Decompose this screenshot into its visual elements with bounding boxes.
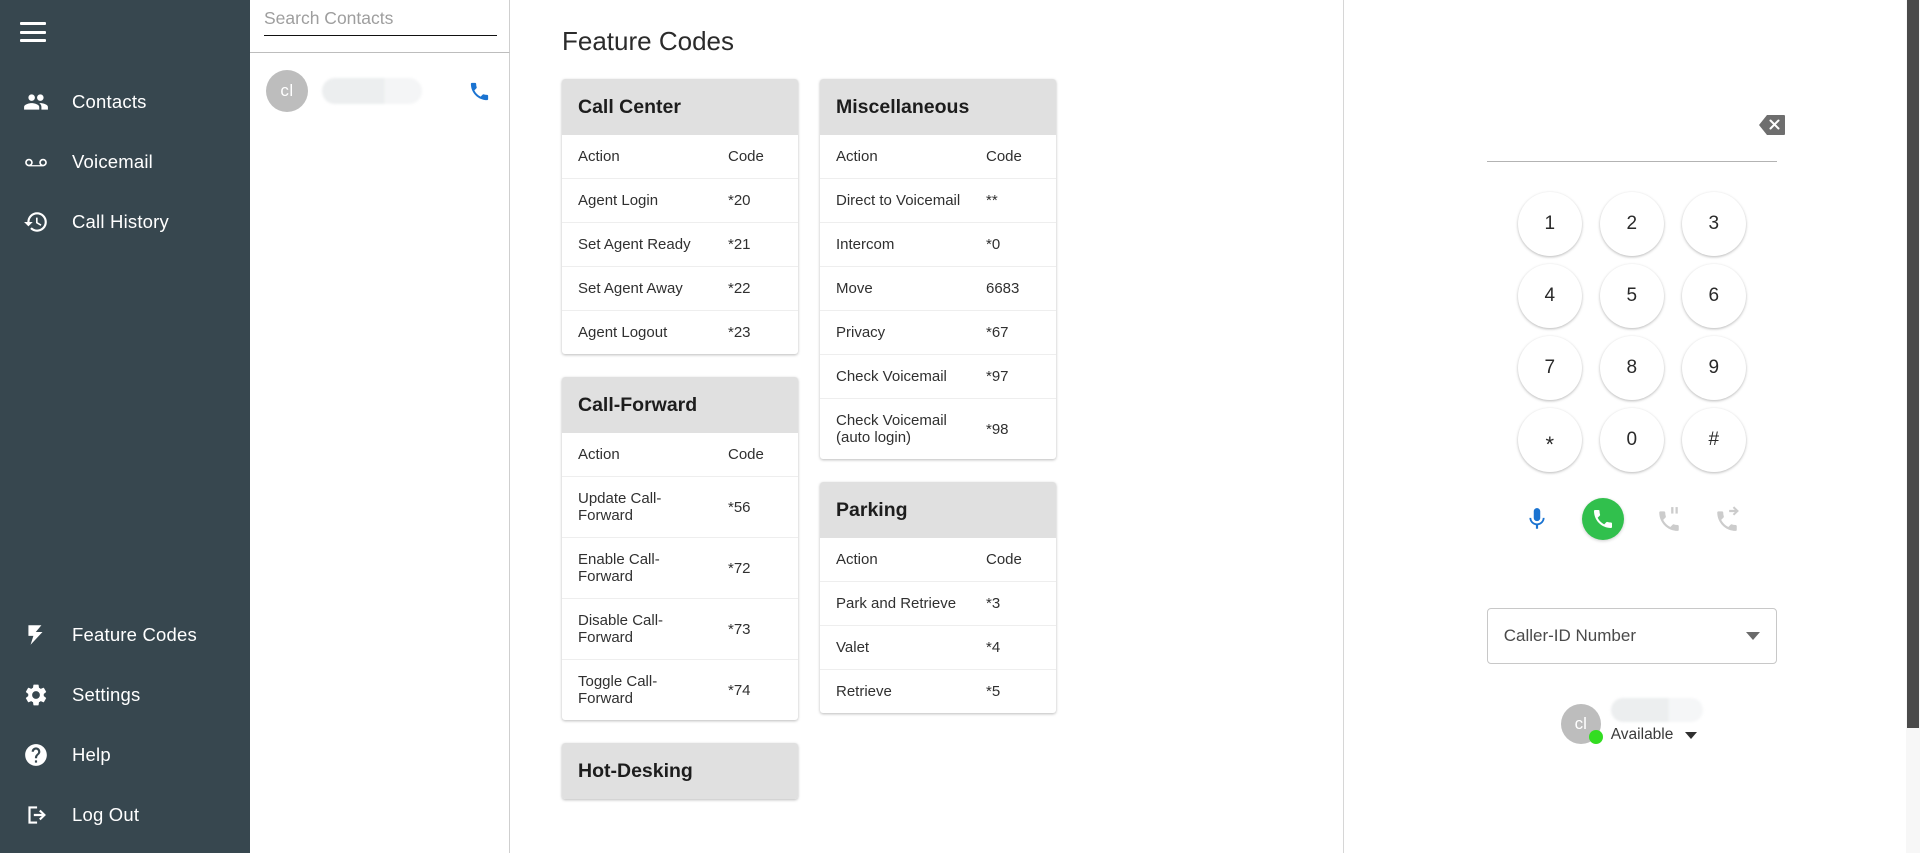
cell-code: *3 — [986, 595, 1001, 612]
table-row — [820, 179, 1056, 223]
table-row — [820, 311, 1056, 355]
page-scrollbar[interactable] — [1906, 0, 1920, 853]
header-action: Action — [836, 551, 878, 568]
feature-code-table — [820, 538, 1056, 713]
table-row — [562, 179, 798, 223]
gear-icon — [22, 681, 50, 709]
cell-code: *73 — [728, 620, 751, 638]
cell-action: Enable Call-Forward — [578, 551, 660, 585]
cell-code: *23 — [728, 324, 751, 341]
sidebar-item-settings[interactable] — [0, 665, 250, 725]
search-input[interactable] — [264, 6, 497, 36]
feature-code-table — [562, 433, 798, 720]
dialpad-key-label[interactable]: 2 — [1600, 192, 1664, 256]
cell-code: *5 — [986, 683, 1001, 700]
cell-action: Agent Login — [578, 192, 659, 209]
card-title: Call-Forward — [562, 377, 798, 433]
sidebar-item-feature-codes[interactable] — [0, 605, 250, 665]
dialpad-key-0[interactable] — [1591, 404, 1673, 476]
cell-code: *4 — [986, 639, 1001, 656]
cell-action: Valet — [836, 639, 870, 656]
table-row — [562, 538, 798, 599]
avatar: cl — [266, 70, 308, 112]
dialpad-key-label[interactable]: 7 — [1518, 336, 1582, 400]
table-row — [562, 660, 798, 721]
cell-action: Intercom — [836, 236, 895, 253]
table-row — [820, 582, 1056, 626]
dialpad-key-7[interactable] — [1509, 332, 1591, 404]
table-header-row — [820, 538, 1056, 582]
dialpad-key-star[interactable] — [1509, 404, 1591, 476]
table-row — [562, 477, 798, 538]
feature-code-table — [820, 135, 1056, 459]
dial-number-field[interactable] — [1487, 144, 1777, 162]
feature-code-cards — [562, 79, 1343, 799]
cell-action: Direct to Voicemail — [836, 192, 961, 209]
feature-codes-main — [510, 0, 1344, 853]
sidebar-item-call-history[interactable] — [0, 192, 250, 252]
header-code: Code — [728, 446, 764, 463]
dialpad-key-label[interactable]: 6 — [1682, 264, 1746, 328]
logout-icon — [22, 801, 50, 829]
card-call-forward — [562, 377, 798, 720]
sidebar-item-voicemail[interactable] — [0, 132, 250, 192]
header-action: Action — [836, 148, 878, 165]
sidebar-item-label: Feature Codes — [72, 624, 197, 645]
header-action: Action — [578, 148, 620, 165]
header-code: Code — [728, 148, 764, 165]
dialpad-key-4[interactable] — [1509, 260, 1591, 332]
phone-pause-icon — [1656, 506, 1682, 532]
cell-action: Move — [836, 280, 873, 297]
table-row — [820, 355, 1056, 399]
dialpad-key-5[interactable] — [1591, 260, 1673, 332]
mute-button[interactable] — [1524, 506, 1550, 532]
sidebar-bottom-nav — [0, 605, 250, 853]
card-parking — [820, 482, 1056, 713]
contact-list-item[interactable] — [250, 53, 509, 129]
sidebar-item-label: Help — [72, 744, 111, 765]
dialpad-key-label[interactable]: # — [1682, 408, 1746, 472]
cell-action: Disable Call-Forward — [578, 612, 664, 646]
cell-code: ** — [986, 192, 998, 209]
page-scrollbar-thumb[interactable] — [1907, 0, 1919, 728]
table-row — [562, 311, 798, 355]
call-contact-button[interactable] — [468, 80, 491, 103]
user-status-text-group — [1607, 698, 1703, 744]
table-row — [562, 599, 798, 660]
table-header-row — [820, 135, 1056, 179]
dialpad-key-3[interactable] — [1673, 188, 1755, 260]
cell-action: Toggle Call-Forward — [578, 673, 658, 707]
cell-action: Agent Logout — [578, 324, 668, 341]
sidebar-item-label: Call History — [72, 211, 169, 232]
dialpad-key-label[interactable]: 5 — [1600, 264, 1664, 328]
contacts-pane — [250, 0, 510, 853]
dialpad-key-6[interactable] — [1673, 260, 1755, 332]
phone-forward-icon — [1714, 506, 1740, 532]
sidebar-item-log-out[interactable] — [0, 785, 250, 845]
dialpad-key-label[interactable]: 0 — [1600, 408, 1664, 472]
dialpad-key-hash[interactable] — [1673, 404, 1755, 476]
caller-id-select[interactable] — [1487, 608, 1777, 664]
bolt-icon — [22, 621, 50, 649]
cell-action: Check Voicemail — [836, 368, 947, 385]
cell-code: *72 — [728, 559, 751, 577]
dialpad-key-label[interactable]: 9 — [1682, 336, 1746, 400]
hamburger-icon[interactable] — [20, 22, 46, 42]
card-miscellaneous — [820, 79, 1056, 459]
hamburger-menu-button[interactable] — [0, 0, 250, 64]
header-action: Action — [578, 446, 620, 463]
card-title: Hot-Desking — [562, 743, 798, 799]
dial-number-input[interactable] — [1487, 144, 1777, 162]
dialer-actions — [1487, 498, 1777, 540]
sidebar-item-label: Contacts — [72, 91, 147, 112]
cell-action: Retrieve — [836, 683, 892, 700]
dialpad-key-label[interactable]: 3 — [1682, 192, 1746, 256]
transfer-button[interactable] — [1714, 506, 1740, 532]
table-row — [562, 223, 798, 267]
table-row — [820, 626, 1056, 670]
cell-action: Set Agent Ready — [578, 236, 691, 253]
user-status-bar — [1487, 698, 1777, 744]
dialpad — [1509, 188, 1755, 476]
page-title: Feature Codes — [562, 26, 734, 56]
microphone-icon — [1524, 506, 1550, 532]
dialpad-key-label[interactable]: * — [1518, 408, 1582, 472]
cell-code: *0 — [986, 236, 1001, 253]
avatar: cl — [1561, 704, 1601, 744]
dialpad-key-1[interactable] — [1509, 188, 1591, 260]
card-call-center — [562, 79, 798, 354]
cell-code: *21 — [728, 236, 751, 253]
sidebar-item-label: Log Out — [72, 804, 140, 825]
sidebar-item-help[interactable] — [0, 725, 250, 785]
help-icon — [22, 741, 50, 769]
table-row — [562, 267, 798, 311]
contacts-icon — [22, 88, 50, 116]
cell-code: *74 — [728, 681, 751, 699]
feature-codes-column-left — [562, 79, 798, 799]
presence-selector[interactable] — [1607, 726, 1698, 744]
dialer-pane — [1344, 0, 1920, 853]
hold-button[interactable] — [1656, 506, 1682, 532]
contact-name-redacted — [322, 78, 422, 104]
dialpad-key-label[interactable]: 4 — [1518, 264, 1582, 328]
phone-icon — [1591, 507, 1615, 531]
table-row — [820, 670, 1056, 714]
sidebar-item-label: Settings — [72, 684, 141, 705]
cell-code: *20 — [728, 192, 751, 209]
table-header-row — [562, 135, 798, 179]
main-sidebar — [0, 0, 250, 853]
chevron-down-icon[interactable] — [1746, 632, 1760, 640]
call-history-icon — [22, 208, 50, 236]
dialpad-key-label[interactable]: 8 — [1600, 336, 1664, 400]
chevron-down-icon[interactable] — [1685, 732, 1697, 739]
cell-action: Privacy — [836, 324, 886, 341]
table-header-row — [562, 433, 798, 477]
card-title: Parking — [820, 482, 1056, 538]
table-row — [820, 267, 1056, 311]
phone-icon — [468, 80, 491, 103]
feature-code-table — [562, 135, 798, 354]
search-container — [250, 0, 510, 53]
header-code: Code — [986, 148, 1022, 165]
table-row — [820, 223, 1056, 267]
presence-label: Available — [1610, 726, 1674, 743]
cell-code: *22 — [728, 280, 751, 297]
dialpad-key-2[interactable] — [1591, 188, 1673, 260]
cell-action: Check Voicemail (auto login) — [836, 412, 947, 446]
card-hot-desking — [562, 743, 798, 799]
feature-codes-column-right — [820, 79, 1056, 799]
sidebar-item-contacts[interactable] — [0, 72, 250, 132]
cell-code: *67 — [986, 324, 1009, 341]
cell-code: *56 — [728, 498, 751, 516]
cell-code: *98 — [986, 420, 1009, 438]
voicemail-icon — [22, 148, 50, 176]
user-name-redacted — [1611, 698, 1703, 722]
cell-action: Set Agent Away — [578, 280, 683, 297]
caller-id-label: Caller-ID Number — [1503, 626, 1636, 645]
backspace-icon[interactable] — [1759, 114, 1785, 136]
dialpad-key-8[interactable] — [1591, 332, 1673, 404]
cell-action: Update Call-Forward — [578, 490, 662, 524]
cell-action: Park and Retrieve — [836, 595, 957, 612]
cell-code: 6683 — [986, 280, 1020, 297]
call-button[interactable] — [1582, 498, 1624, 540]
user-avatar-wrap — [1561, 704, 1601, 744]
card-title: Call Center — [562, 79, 798, 135]
sidebar-item-label: Voicemail — [72, 151, 153, 172]
sidebar-top-nav — [0, 72, 250, 252]
presence-dot — [1589, 730, 1603, 744]
cell-code: *97 — [986, 368, 1009, 385]
dialpad-key-9[interactable] — [1673, 332, 1755, 404]
header-code: Code — [986, 551, 1022, 568]
card-title: Miscellaneous — [820, 79, 1056, 135]
dialpad-key-label[interactable]: 1 — [1518, 192, 1582, 256]
table-row — [820, 399, 1056, 460]
